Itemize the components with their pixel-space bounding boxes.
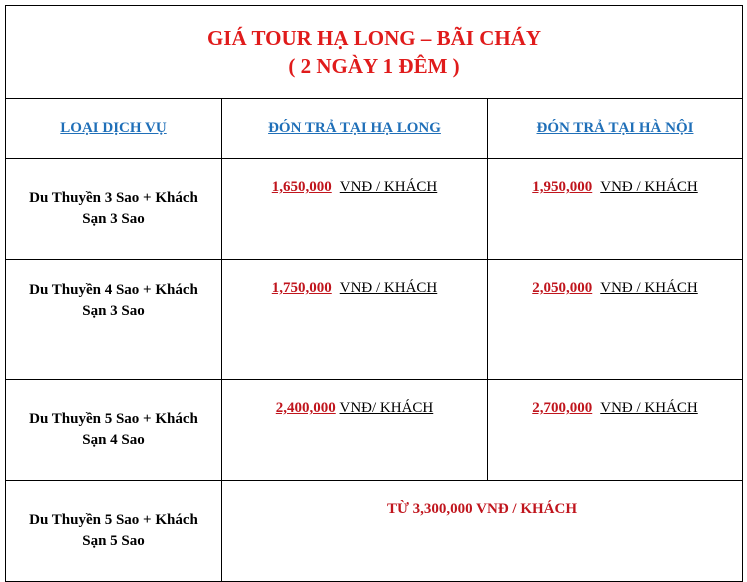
hanoi-price: 2,700,000 <box>532 400 593 416</box>
table-row <box>6 481 743 582</box>
tour-price-table <box>5 5 743 582</box>
halong-price-unit: VNĐ/ KHÁCH <box>339 400 434 416</box>
service-name-line1: Du Thuyền 4 Sao + Khách <box>29 282 198 298</box>
header-hanoi <box>488 99 743 159</box>
hanoi-price-cell <box>488 380 743 481</box>
halong-price-unit: VNĐ / KHÁCH <box>339 179 438 195</box>
header-hanoi-label: ĐÓN TRẢ TẠI HÀ NỘI <box>536 120 694 136</box>
hanoi-price-unit: VNĐ / KHÁCH <box>600 280 698 296</box>
halong-price: 1,650,000 <box>271 179 332 195</box>
hanoi-price-unit: VNĐ / KHÁCH <box>600 400 698 416</box>
header-halong <box>222 99 488 159</box>
service-name-line1: Du Thuyền 5 Sao + Khách <box>29 512 198 528</box>
service-cell <box>6 159 222 260</box>
halong-price-cell <box>222 260 488 380</box>
halong-price-cell <box>222 380 488 481</box>
service-name-line1: Du Thuyền 5 Sao + Khách <box>29 411 198 427</box>
title-cell <box>6 6 743 99</box>
halong-price-unit: VNĐ / KHÁCH <box>339 280 438 296</box>
service-cell <box>6 380 222 481</box>
service-name-line2: Sạn 3 Sao <box>82 211 145 227</box>
header-service-label: LOẠI DỊCH VỤ <box>60 120 167 136</box>
table-row <box>6 380 743 481</box>
table-row <box>6 260 743 380</box>
hanoi-price-cell <box>488 260 743 380</box>
hanoi-price: 2,050,000 <box>532 280 593 296</box>
header-service <box>6 99 222 159</box>
service-name-line2: Sạn 3 Sao <box>82 303 145 319</box>
halong-price: 1,750,000 <box>271 280 332 296</box>
hanoi-price: 1,950,000 <box>532 179 593 195</box>
hanoi-price-cell <box>488 159 743 260</box>
service-name-line2: Sạn 5 Sao <box>82 533 145 549</box>
service-name-line2: Sạn 4 Sao <box>82 432 145 448</box>
table-row <box>6 159 743 260</box>
combined-price: TỪ 3,300,000 VNĐ / KHÁCH <box>386 501 577 517</box>
service-name-line1: Du Thuyền 3 Sao + Khách <box>29 190 198 206</box>
halong-price-cell <box>222 159 488 260</box>
hanoi-price-unit: VNĐ / KHÁCH <box>600 179 698 195</box>
page-subtitle: ( 2 NGÀY 1 ĐÊM ) <box>288 54 460 78</box>
service-cell <box>6 481 222 582</box>
page-title: GIÁ TOUR HẠ LONG – BÃI CHÁY <box>206 26 542 50</box>
header-halong-label: ĐÓN TRẢ TẠI HẠ LONG <box>268 120 441 136</box>
service-cell <box>6 260 222 380</box>
halong-price: 2,400,000 <box>275 400 336 416</box>
combined-price-cell <box>222 481 743 582</box>
